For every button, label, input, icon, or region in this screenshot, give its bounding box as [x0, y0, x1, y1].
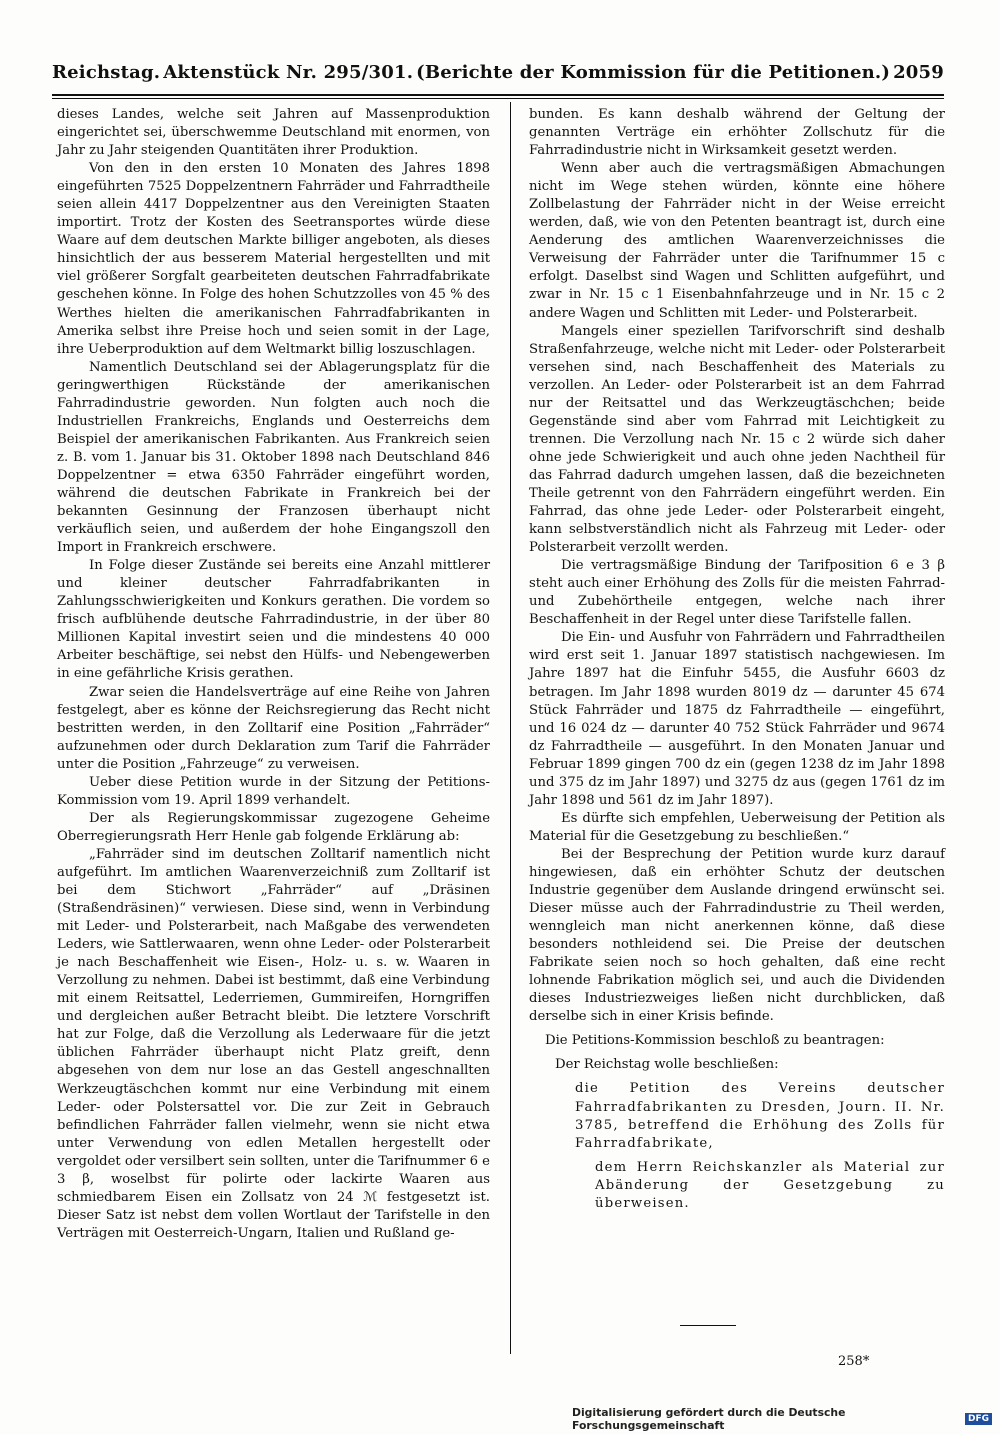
dfg-logo: DFG: [965, 1413, 992, 1425]
resolution-intro: Die Petitions-Kommission beschloß zu beantragen:: [545, 1033, 885, 1049]
resolution-reichstag: Der Reichstag wolle beschließen:: [555, 1057, 779, 1073]
right-column: [529, 106, 945, 1213]
column-separator: [510, 102, 511, 1354]
left-paragraph-3: Namentlich Deutschland sei der Ablagerungsplatz für die geringwerthigen Rückstände der amerikanischen Fahrradindustrie geworden. Nun folgten auch noch die Industriellen Frankreichs, Englands und Oesterreichs dem Beispiel der amerikanischen Fabrikanten. Aus Frankreich seien z. B. vom 1. Januar bis 31. Oktober 1898 nach Deutschland 846 Doppelzentner = etwa 6350 Fahrräder eingeführt worden, während die deutschen Fabrikate in Frankreich bei der bekannten Gesinnung der Franzosen überhaupt nicht verkäuflich seien, und außerdem der hohe Eingangszoll den Import in Frankreich erschwere.: [57, 359, 490, 556]
left-paragraph-6: Ueber diese Petition wurde in der Sitzung der Petitions-Kommission vom 19. April 1899 verhandelt.: [57, 774, 490, 808]
right-paragraph-2: Wenn aber auch die vertragsmäßigen Abmachungen nicht im Wege stehen würden, könnte eine höhere Zollbelastung der Fahrräder nicht in der Weise erreicht werden, daß, wie von den Petenten beantragt ist, durch eine Aenderung des amtlichen Waarenverzeichnisses die Verweisung der Fahrräder unter die Tarifnummer 15 c erfolgt. Daselbst sind Wagen und Schlitten aufgeführt, und zwar in Nr. 15 c 1 Eisenbahnfahrzeuge und in Nr. 15 c 2 andere Wagen und Schlitten mit Leder- und Polsterarbeit.: [529, 161, 945, 321]
sheet-mark: 258*: [838, 1354, 870, 1369]
end-rule: [680, 1325, 736, 1326]
header-rule-thin: [52, 98, 944, 99]
right-paragraph-7: Bei der Besprechung der Petition wurde kurz darauf hingewiesen, daß ein erhöhter Schutz der deutschen Industrie gegenüber dem Auslande dringend erwünscht sei. Dieser müsse auch der Fahrradindustrie zu Theil werden, wenngleich man nicht anerkennen könne, daß diese besonders nothleidend sei. Die Preise der deutschen Fabrikate seien noch so hoch gehalten, daß eine recht lohnende Fabrikation möglich sei, und auch die Dividenden dieses Industriezweiges ließen nicht durchblicken, daß derselbe sich in einer Krisis befinde.: [529, 846, 945, 1025]
right-paragraph-1: bunden. Es kann deshalb während der Geltung der genannten Verträge ein erhöhter Zollschutz für die Fahrradindustrie nicht in Wirksamkeit gesetzt werden.: [529, 107, 945, 159]
header-document-number: Aktenstück Nr. 295/301.: [163, 61, 414, 83]
header-reichstag: Reichstag.: [52, 61, 161, 83]
resolution-decision: dem Herrn Reichskanzler als Material zur Abänderung der Gesetzgebung zu überweisen.: [595, 1159, 945, 1211]
left-paragraph-1: dieses Landes, welche seit Jahren auf Massenproduktion eingerichtet sei, überschwemme Deutschland mit enormen, von Jahr zu Jahr steigenden Quantitäten ihrer Produktion.: [57, 107, 490, 159]
digitization-footer: [572, 1406, 992, 1432]
right-paragraph-3: Mangels einer speziellen Tarifvorschrift sind deshalb Straßenfahrzeuge, welche nicht mit Leder- oder Polsterarbeit versehen sind, nach Beschaffenheit des Materials zu verzollen. An Leder- oder Polsterarbeit ist an dem Fahrrad nur der Reitsattel und das Werkzeugtäschchen; beide Gegenstände sind aber vom Fahrrad mit Leichtigkeit zu trennen. Die Verzollung nach Nr. 15 c 2 würde sich daher ohne jede Schwierigkeit und auch ohne jeden Nachtheil für das Fahrrad dadurch umgehen lassen, daß die bezeichneten Theile getrennt von den Fahrrädern eingeführt werden. Ein Fahrrad, das ohne jede Leder- oder Polsterarbeit eingeht, kann selbstverständlich nicht als Fahrzeug mit Leder- oder Polsterarbeit verzollt werden.: [529, 323, 945, 556]
header-page-number: 2059: [893, 61, 944, 83]
left-paragraph-2: Von den in den ersten 10 Monaten des Jahres 1898 eingeführten 7525 Doppelzentnern Fahrräder und Fahrradtheile seien allein 4417 Doppelzentner aus den Vereinigten Staaten importirt. Trotz der Kosten des Seetransportes würde diese Waare auf dem deutschen Markte billiger angeboten, als dieses hinsichtlich der aus besserem Material hergestellten und mit viel größerer Sorgfalt gearbeiteten deutschen Fahrradfabrikate geschehen könne. In Folge des hohen Schutzzolles von 45 % des Werthes hielten die amerikanischen Fahrradfabrikanten in Amerika selbst ihre Preise hoch und seien somit in der Lage, ihre Ueberproduktion auf dem Weltmarkt billig loszuschlagen.: [57, 161, 490, 357]
left-paragraph-5: Zwar seien die Handelsverträge auf eine Reihe von Jahren festgelegt, aber es könne der Reichsregierung das Recht nicht bestritten werden, in den Zolltarif eine Position „Fahrräder“ aufzunehmen oder durch Deklaration zum Tarif die Fahrräder unter die Position „Fahrzeuge“ zu verweisen.: [57, 684, 490, 772]
header-rule: [52, 94, 944, 96]
left-paragraph-4: In Folge dieser Zustände sei bereits eine Anzahl mittlerer und kleiner deutscher Fahrradfabrikanten in Zahlungsschwierigkeiten und Konkurs gerathen. Die vordem so frisch aufblühende deutsche Fahrradindustrie, in der über 80 Millionen Kapital investirt seien und die mindestens 40 000 Arbeiter beschäftige, sei nebst den Hülfs- und Nebengewerben in eine gefährliche Krisis gerathen.: [57, 558, 490, 682]
government-statement-quote: „Fahrräder sind im deutschen Zolltarif namentlich nicht aufgeführt. Im amtlichen Waarenverzeichniß zum Zolltarif ist bei dem Stichwort „Fahrräder“ auf „Dräsinen (Straßendräsinen)“ verwiesen. Diese sind, wenn in Verbindung mit Leder- und Polsterarbeit, nach Maßgabe des verwendeten Leders, wie Sattlerwaaren, wenn ohne Leder- oder Polsterarbeit je nach Beschaffenheit wie Eisen-, Holz- u. s. w. Waaren in Verzollung zu nehmen. Dabei ist bestimmt, daß eine Verbindung mit einem Reitsattel, Lederriemen, Gummireifen, Horngriffen und dergleichen außer Betracht bleibt. Die letztere Vorschrift hat zur Folge, daß die Verzollung als Lederwaare für die jetzt üblichen Fahrräder überhaupt nicht Platz greift, denn abgesehen von dem nur lose an das Gestell angeschnallten Werkzeugtäschchen kommt nur eine Verbindung mit einem Leder- oder Polstersattel vor. Die zur Zeit in Gebrauch befindlichen Fahrräder fallen vielmehr, wenn sie nicht etwa unter Verwendung von edlen Metallen hergestellt oder vergoldet oder versilbert sein sollten, unter die Tarifnummer 6 e 3 β, woselbst für polirte oder lackirte Waaren aus schmiedbarem Eisen ein Zollsatz von 24 ℳ festgesetzt ist. Dieser Satz ist nebst dem vollen Wortlaut der Tarifstelle in den Verträgen mit Oesterreich-Ungarn, Italien und Rußland ge-: [57, 846, 490, 1241]
digitization-note: Digitalisierung gefördert durch die Deutsche Forschungsgemeinschaft: [572, 1406, 846, 1432]
resolution-petition: die Petition des Vereins deutscher Fahrradfabrikanten zu Dresden, Journ. II. Nr. 3785, betreffend die Erhöhung des Zolls für Fahrradfabrikate,: [575, 1081, 945, 1151]
left-paragraph-7: Der als Regierungskommissar zugezogene Geheime Oberregierungsrath Herr Henle gab folgende Erklärung ab:: [57, 810, 490, 844]
right-paragraph-5: Die Ein- und Ausfuhr von Fahrrädern und Fahrradtheilen wird erst seit 1. Januar 1897 statistisch nachgewiesen. Im Jahre 1897 hat die Einfuhr 5455, die Ausfuhr 6603 dz betragen. Im Jahr 1898 wurden 8019 dz — darunter 45 674 Stück Fahrräder und 1875 dz Fahrradtheile — eingeführt, und 16 024 dz — darunter 40 752 Stück Fahrräder und 9674 dz Fahrradtheile — ausgeführt. In den Monaten Januar und Februar 1899 gingen 700 dz ein (gegen 1238 dz im Jahr 1898 und 375 dz im Jahr 1897) und 3275 dz aus (gegen 1761 dz im Jahr 1898 und 561 dz im Jahr 1897).: [529, 630, 945, 808]
right-paragraph-6: Es dürfte sich empfehlen, Ueberweisung der Petition als Material für die Gesetzgebung zu beschließen.“: [529, 810, 945, 844]
page-header: [52, 56, 944, 88]
left-column: [57, 106, 490, 1243]
header-section-title: (Berichte der Kommission für die Petitionen.): [416, 61, 891, 83]
right-paragraph-4: Die vertragsmäßige Bindung der Tarifposition 6 e 3 β steht auch einer Erhöhung des Zolls für die meisten Fahrrad- und Zubehörtheile entgegen, welche nach ihrer Beschaffenheit in der Regel unter diese Tarifstelle fallen.: [529, 558, 945, 628]
